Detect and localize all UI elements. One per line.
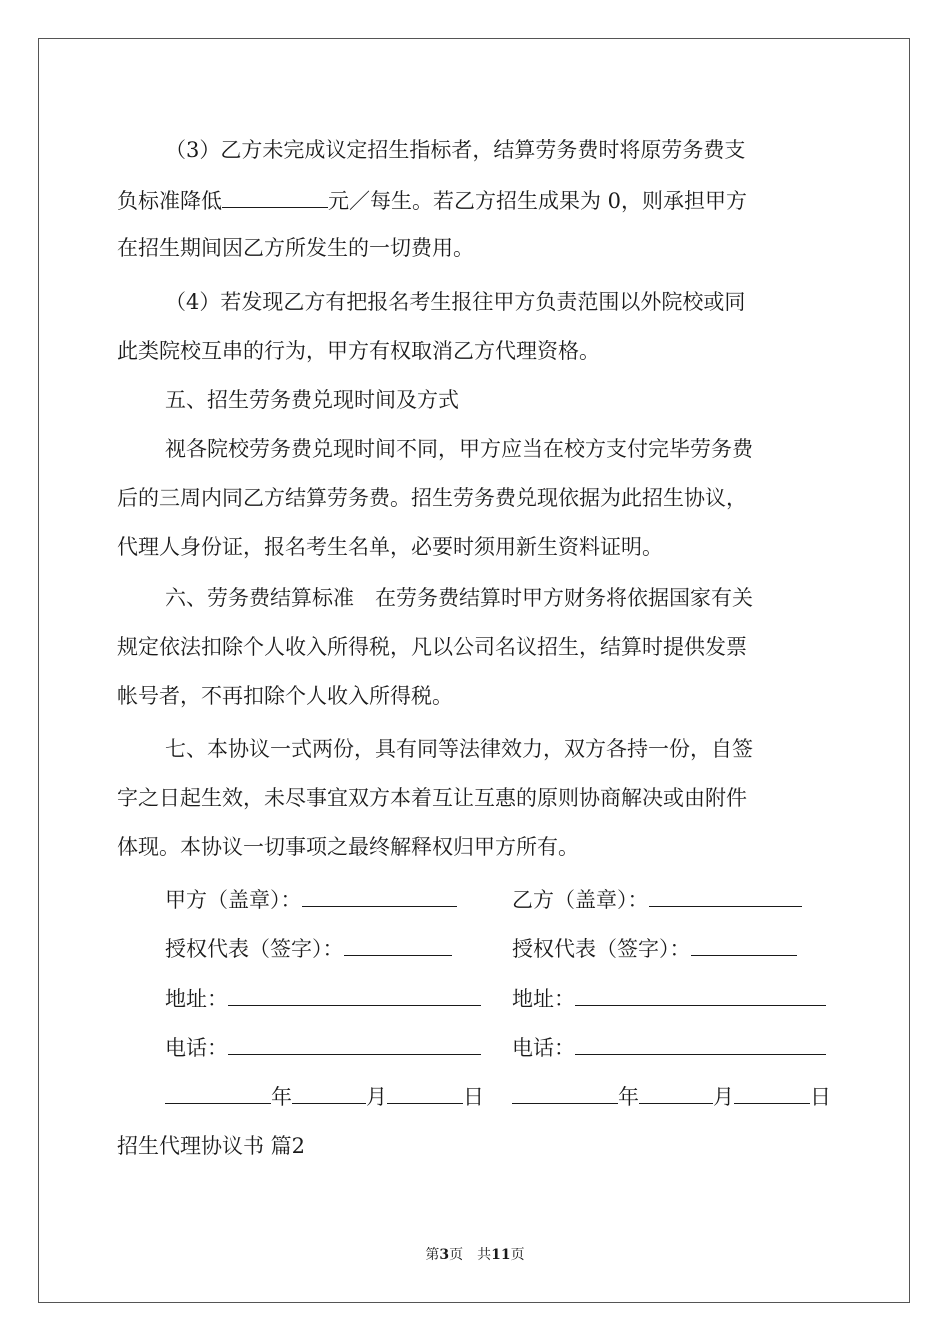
page-footer [0, 1248, 950, 1262]
party-a-month-blank [292, 1085, 366, 1104]
party-a-rep-blank [344, 937, 452, 956]
party-a-date-row [165, 1085, 484, 1108]
party-b-address-blank [575, 987, 826, 1006]
party-a-address-row [165, 987, 481, 1010]
party-a-seal-row [165, 888, 457, 911]
party-a-seal-blank [302, 888, 457, 907]
footer-page-number: 3 [439, 1247, 450, 1263]
clause-4-line-1: （4）若发现乙方有把报名考生报往甲方负责范围以外院校或同 [165, 290, 746, 314]
clause-3-line-2 [117, 189, 747, 212]
party-a-seal-label: 甲方（盖章）： [165, 888, 302, 912]
party-a-rep-row [165, 937, 452, 960]
party-b-phone-blank [575, 1036, 826, 1055]
footer-page-prefix: 第 [425, 1247, 440, 1263]
party-b-address-label: 地址： [512, 987, 575, 1011]
party-a-day-blank [387, 1085, 463, 1104]
section-7-line-2: 字之日起生效，未尽事宜双方本着互让互惠的原则协商解决或由附件 [117, 786, 747, 810]
footer-page-suffix: 页 共 [449, 1247, 492, 1263]
section-7-line-3: 体现。本协议一切事项之最终解释权归甲方所有。 [117, 835, 579, 859]
section-7-line-1: 七、本协议一式两份，具有同等法律效力，双方各持一份，自签 [165, 737, 753, 761]
clause-4-line-2: 此类院校互串的行为，甲方有权取消乙方代理资格。 [117, 339, 600, 363]
party-b-seal-label: 乙方（盖章）： [512, 888, 649, 912]
party-b-month-blank [639, 1085, 713, 1104]
party-a-phone-row [165, 1036, 481, 1059]
section-6-line-2: 规定依法扣除个人收入所得税，凡以公司名议招生，结算时提供发票 [117, 635, 747, 659]
section-5-line-2: 后的三周内同乙方结算劳务费。招生劳务费兑现依据为此招生协议， [117, 486, 747, 510]
party-b-address-row [512, 987, 826, 1010]
party-b-rep-row [512, 937, 797, 960]
section-5-line-1: 视各院校劳务费兑现时间不同，甲方应当在校方支付完毕劳务费 [165, 437, 753, 461]
party-b-seal-row [512, 888, 802, 911]
party-a-day-label: 日 [463, 1085, 484, 1109]
party-a-phone-label: 电话： [165, 1036, 228, 1060]
party-a-address-blank [228, 987, 481, 1006]
next-document-heading: 招生代理协议书 篇2 [117, 1134, 306, 1158]
clause-3-text-a: 负标准降低 [117, 189, 222, 213]
footer-total-suffix: 页 [510, 1247, 525, 1263]
section-6-line-1: 六、劳务费结算标准 在劳务费结算时甲方财务将依据国家有关 [165, 586, 753, 610]
party-b-phone-label: 电话： [512, 1036, 575, 1060]
party-b-rep-blank [691, 937, 797, 956]
party-b-phone-row [512, 1036, 826, 1059]
party-b-day-label: 日 [810, 1085, 831, 1109]
party-a-phone-blank [228, 1036, 481, 1055]
clause-3-line-3: 在招生期间因乙方所发生的一切费用。 [117, 236, 474, 260]
party-b-seal-blank [649, 888, 802, 907]
party-a-year-label: 年 [271, 1085, 292, 1109]
party-a-address-label: 地址： [165, 987, 228, 1011]
footer-total-pages: 11 [491, 1247, 511, 1263]
party-b-date-row [512, 1085, 831, 1108]
party-a-month-label: 月 [366, 1085, 387, 1109]
section-5-line-3: 代理人身份证，报名考生名单，必要时须用新生资料证明。 [117, 535, 663, 559]
clause-3-line-1: （3）乙方未完成议定招生指标者，结算劳务费时将原劳务费支 [165, 138, 746, 162]
clause-3-text-b: 元／每生。若乙方招生成果为 0，则承担甲方 [328, 189, 748, 213]
party-b-year-label: 年 [618, 1085, 639, 1109]
page-border [38, 38, 910, 1303]
party-a-rep-label: 授权代表（签字）： [165, 937, 344, 961]
amount-blank [222, 189, 328, 208]
party-b-month-label: 月 [713, 1085, 734, 1109]
party-a-year-blank [165, 1085, 271, 1104]
party-b-day-blank [734, 1085, 810, 1104]
section-5-heading: 五、招生劳务费兑现时间及方式 [165, 388, 459, 412]
party-b-year-blank [512, 1085, 618, 1104]
section-6-line-3: 帐号者，不再扣除个人收入所得税。 [117, 684, 453, 708]
party-b-rep-label: 授权代表（签字）： [512, 937, 691, 961]
